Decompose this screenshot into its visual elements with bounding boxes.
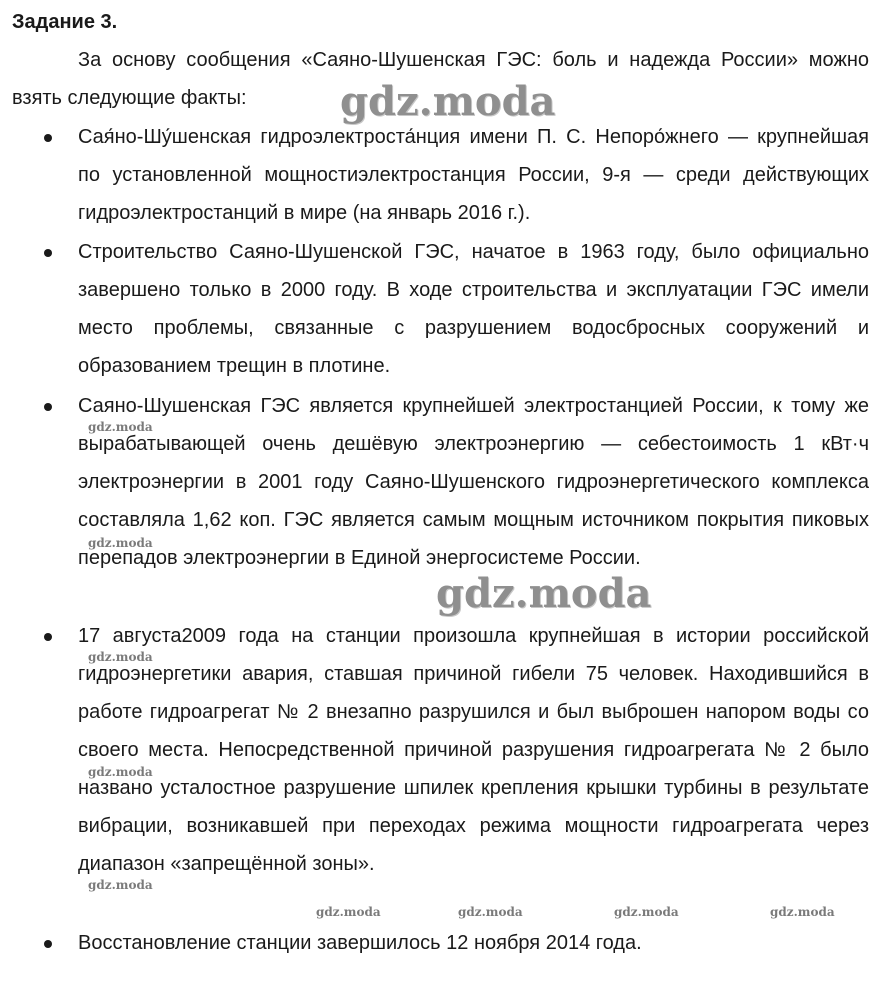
list-item-text: Строительство Саяно-Шушенской ГЭС, начатое в 1963 году, было официально завершено только в 2000 году. В ходе строительства и эксплуатации ГЭС имели место проблемы, связанные с разрушением водосбросных сооружений и образованием трещин в плотине. (78, 241, 869, 377)
intro-paragraph: За основу сообщения «Саяно-Шушенская ГЭС: боль и надежда России» можно взять следующие факты: (12, 49, 869, 109)
watermark-text: gdz.moda (88, 650, 153, 664)
list-item-text: Восстановление станции завершилось 12 ноября 2014 года. (78, 932, 642, 954)
bullet-icon (44, 940, 52, 948)
watermark-logo: gdz.moda (340, 78, 556, 125)
watermark-text: gdz.moda (770, 905, 835, 919)
watermark-logo: gdz.moda (436, 570, 652, 617)
watermark-text: gdz.moda (88, 878, 153, 892)
list-item-text: 17 августа2009 года на станции произошла крупнейшая в истории российской гидроэнергетики авария, ставшая причиной гибели 75 человек. Находившийся в работе гидроагрегат № 2 внезапно разрушился и был выброшен напором воды со своего места. Непосредственной причиной разрушения гидроагрегата № 2 было названо усталостное разрушение шпилек крепления крышки турбины в результате вибрации, возникавшей при переходах режима мощности гидроагрегата через диапазон «запрещённой зоны». (78, 625, 869, 875)
task-title: Задание 3. (12, 11, 118, 33)
watermark-text: gdz.moda (316, 905, 381, 919)
watermark-text: gdz.moda (88, 536, 153, 550)
bullet-icon (44, 134, 52, 142)
bullet-icon (44, 249, 52, 257)
watermark-text: gdz.moda (88, 420, 153, 434)
watermark-text: gdz.moda (458, 905, 523, 919)
bullet-icon (44, 633, 52, 641)
watermark-text: gdz.moda (88, 765, 153, 779)
list-item-text: Саяно-Шушенская ГЭС является крупнейшей электростанцией России, к тому же вырабатывающей очень дешёвую электроэнергию — себестоимость 1 кВт·ч электроэнергии в 2001 году Саяно-Шушенского гидроэнергетического комплекса составляла 1,62 коп. ГЭС является самым мощным источником покрытия пиковых перепадов электроэнергии в Единой энергосистеме России. (78, 395, 869, 569)
bullet-icon (44, 403, 52, 411)
list-item-text: Сая́но-Шу́шенская гидроэлектроста́нция имени П. С. Непоро́жнего — крупнейшая по установленной мощностиэлектростанция России, 9-я — среди действующих гидроэлектростанций в мире (на январь 2016 г.). (78, 126, 869, 224)
watermark-text: gdz.moda (614, 905, 679, 919)
